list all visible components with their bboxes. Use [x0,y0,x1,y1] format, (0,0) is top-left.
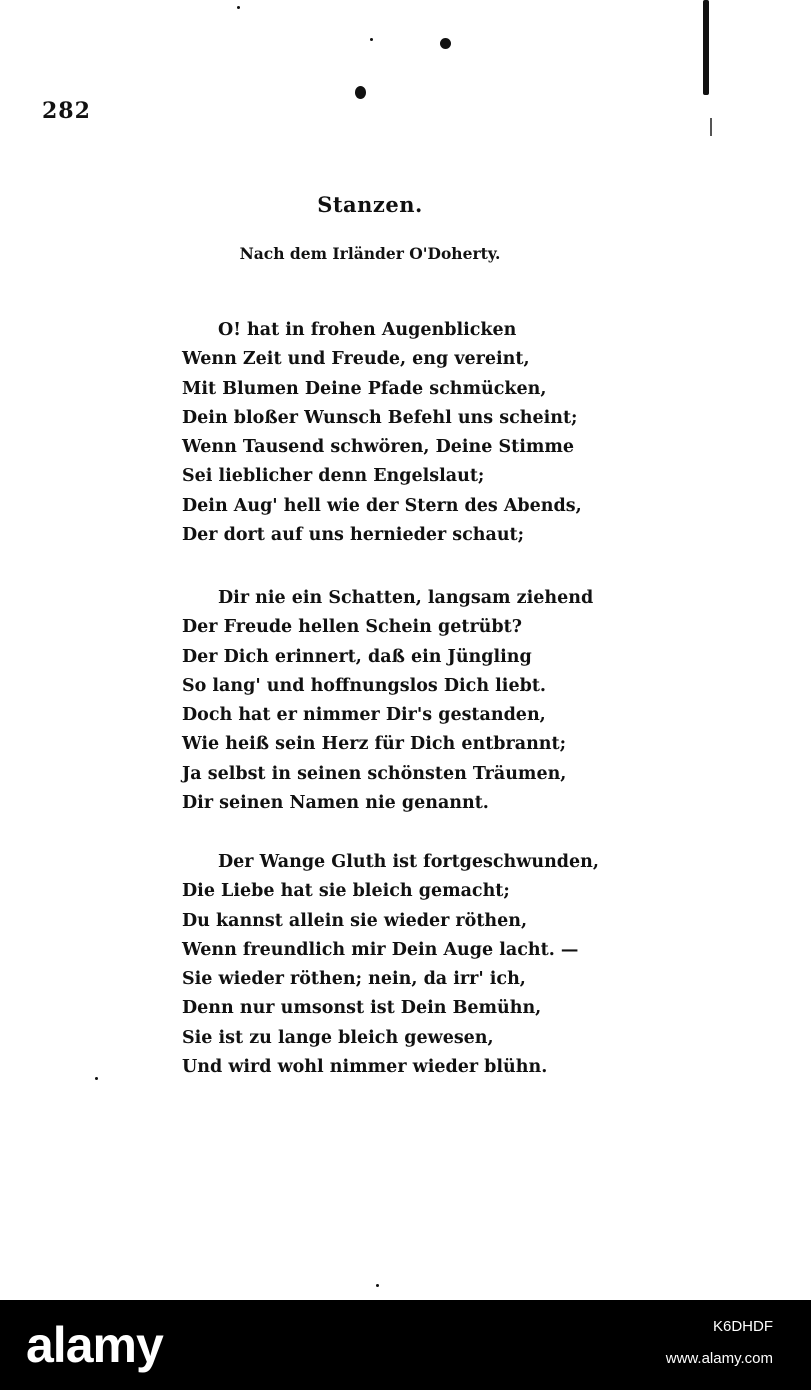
verse-line: Der dort auf uns hernieder schaut; [182,525,525,546]
verse-line: Dein bloßer Wunsch Befehl uns scheint; [182,407,578,428]
stock-site-url: www.alamy.com [665,1350,773,1367]
verse-line: Der Dich erinnert, daß ein Jüngling [182,646,532,667]
verse-line: Wenn Zeit und Freude, eng vereint, [182,349,530,370]
ink-speck [376,1284,379,1287]
stanza-3 [182,848,599,1082]
verse-line: So lang' und hoffnungslos Dich liebt. [182,675,546,696]
verse-line: Mit Blumen Deine Pfade schmücken, [182,378,547,399]
verse-line: O! hat in frohen Augenblicken [218,320,517,340]
verse-line: Der Wange Gluth ist fortgeschwunden, [218,852,599,872]
page-number: 282 [42,98,91,124]
ink-speck [370,38,373,41]
verse-line: Und wird wohl nimmer wieder blühn. [182,1057,548,1078]
ink-speck [440,38,451,49]
poem-title: Stanzen. [317,192,423,217]
verse-line: Dir nie ein Schatten, langsam ziehend [218,588,594,608]
page-edge-shadow [703,0,709,95]
verse-line: Sei lieblicher denn Engelslaut; [182,466,485,487]
ink-speck [237,6,240,9]
ink-speck [355,86,366,99]
verse-line: Die Liebe hat sie bleich gemacht; [182,881,510,902]
verse-line: Sie ist zu lange bleich gewesen, [182,1027,494,1048]
verse-line: Doch hat er nimmer Dir's gestanden, [182,705,546,726]
page-edge-mark [710,118,712,136]
verse-line: Wie heiß sein Herz für Dich entbrannt; [182,734,567,755]
verse-line: Dein Aug' hell wie der Stern des Abends, [182,495,582,516]
stock-image-id: K6DHDF [712,1318,773,1335]
verse-line: Denn nur umsonst ist Dein Bemühn, [182,998,542,1019]
verse-line: Sie wieder röthen; nein, da irr' ich, [182,969,526,990]
poem-subtitle: Nach dem Irländer O'Doherty. [239,244,501,263]
verse-line: Wenn Tausend schwören, Deine Stimme [182,437,575,458]
verse-line: Der Freude hellen Schein getrübt? [182,617,522,638]
alamy-logo: alamy [26,1317,163,1373]
stanza-1 [182,316,582,550]
verse-line: Wenn freundlich mir Dein Auge lacht. — [182,939,579,960]
verse-line: Du kannst allein sie wieder röthen, [182,910,528,931]
ink-speck [95,1077,98,1080]
stock-photo-footer [0,1300,811,1390]
verse-line: Ja selbst in seinen schönsten Träumen, [182,763,567,784]
verse-line: Dir seinen Namen nie genannt. [182,793,489,814]
stanza-2 [182,584,593,818]
